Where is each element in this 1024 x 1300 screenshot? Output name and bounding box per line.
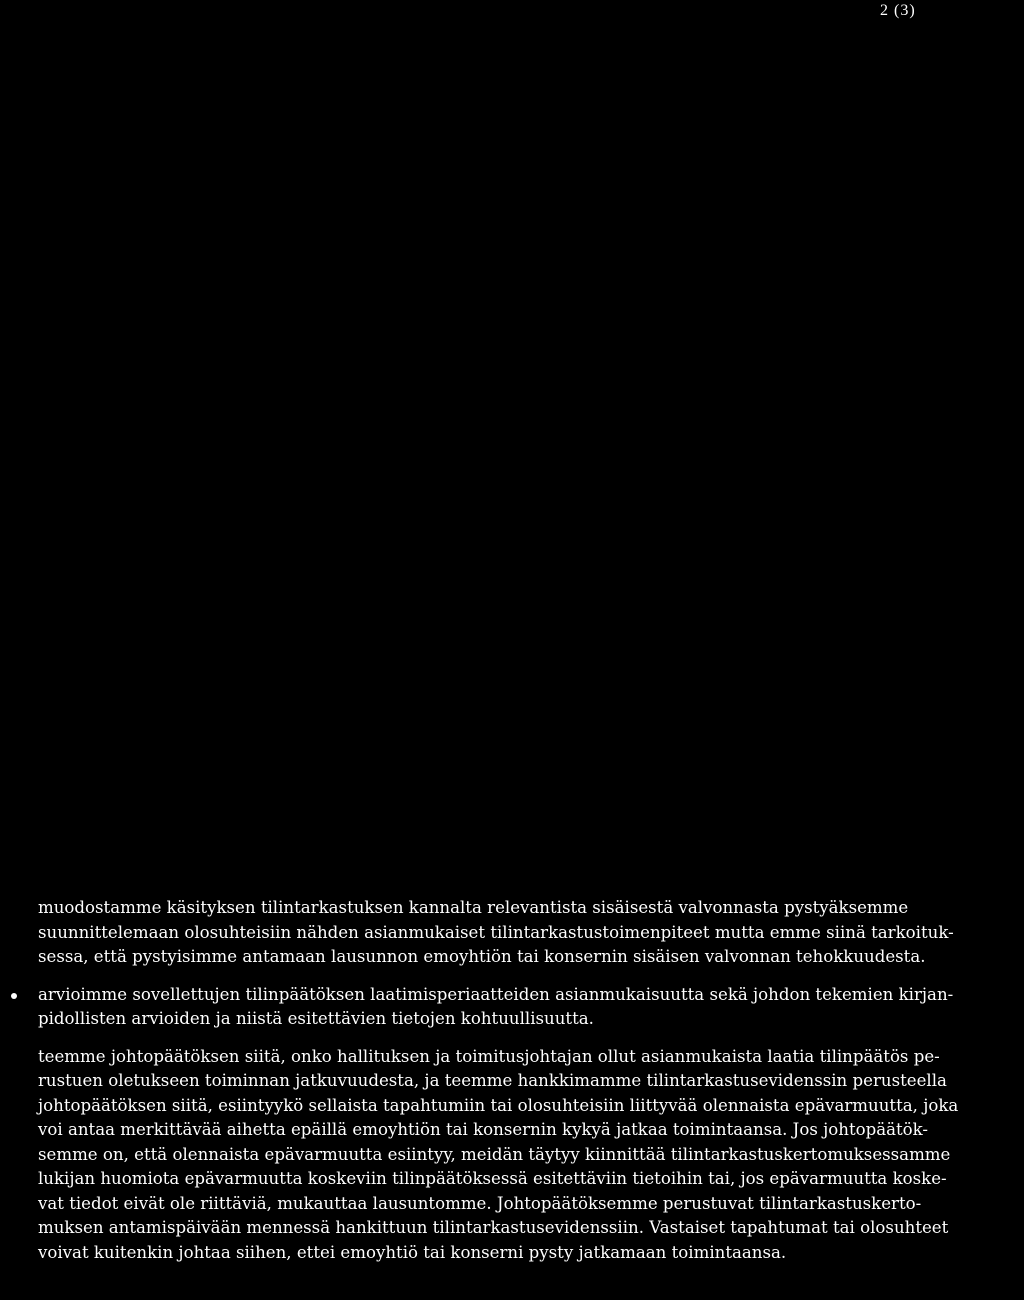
paragraph-going-concern <box>38 1045 1013 1266</box>
bullet-item-accounting-policies <box>38 983 1013 1032</box>
text-line: teemme johtopäätöksen siitä, onko hallituksen ja toimitusjohtajan ollut asianmukaista laatia tilinpäätös pe- <box>38 1046 940 1066</box>
text-line: vat tiedot eivät ole riittäviä, mukauttaa lausuntomme. Johtopäätöksemme perustuvat tilintarkastuskerto- <box>38 1193 922 1213</box>
text-line: semme on, että olennaista epävarmuutta esiintyy, meidän täytyy kiinnittää tilintarkastuskertomuksessamme <box>38 1144 951 1164</box>
text-line: sessa, että pystyisimme antamaan lausunnon emoyhtiön tai konsernin sisäisen valvonnan tehokkuudesta. <box>38 947 926 966</box>
page-number: 2 (3) <box>880 2 916 19</box>
paragraph-internal-control <box>38 896 1013 970</box>
text-line: suunnittelemaan olosuhteisiin nähden asianmukaiset tilintarkastustoimenpiteet mutta emme siinä tarkoituk- <box>38 922 954 942</box>
text-line: voi antaa merkittävää aihetta epäillä emoyhtiön tai konsernin kykyä jatkaa toimintaansa. Jos johtopäätök- <box>38 1120 929 1139</box>
text-line: muksen antamispäivään mennessä hankittuun tilintarkastusevidenssiin. Vastaiset tapahtumat tai olosuhteet <box>38 1218 949 1237</box>
text-line: johtopäätöksen siitä, esiintyykö sellaista tapahtumiin tai olosuhteisiin liittyvää olennaista epävarmuutta, joka <box>38 1095 959 1115</box>
text-line: muodostamme käsityksen tilintarkastuksen kannalta relevantista sisäisestä valvonnasta pystyäksemme <box>38 898 909 917</box>
text-line: pidollisten arvioiden ja niistä esitettävien tietojen kohtuullisuutta. <box>38 1009 594 1028</box>
document-body <box>38 896 1013 1265</box>
text-line: lukijan huomiota epävarmuutta koskeviin tilinpäätöksessä esitettäviin tietoihin tai, jos epävarmuutta koske- <box>38 1169 947 1188</box>
text-line: rustuen oletukseen toiminnan jatkuvuudesta, ja teemme hankkimamme tilintarkastusevidenssin perusteella <box>38 1071 947 1090</box>
text-line: arvioimme sovellettujen tilinpäätöksen laatimisperiaatteiden asianmukaisuutta sekä johdon tekemien kirjan- <box>38 984 954 1004</box>
text-line: voivat kuitenkin johtaa siihen, ettei emoyhtiö tai konserni pysty jatkamaan toimintaansa. <box>38 1242 787 1262</box>
bullet-icon <box>11 993 17 999</box>
